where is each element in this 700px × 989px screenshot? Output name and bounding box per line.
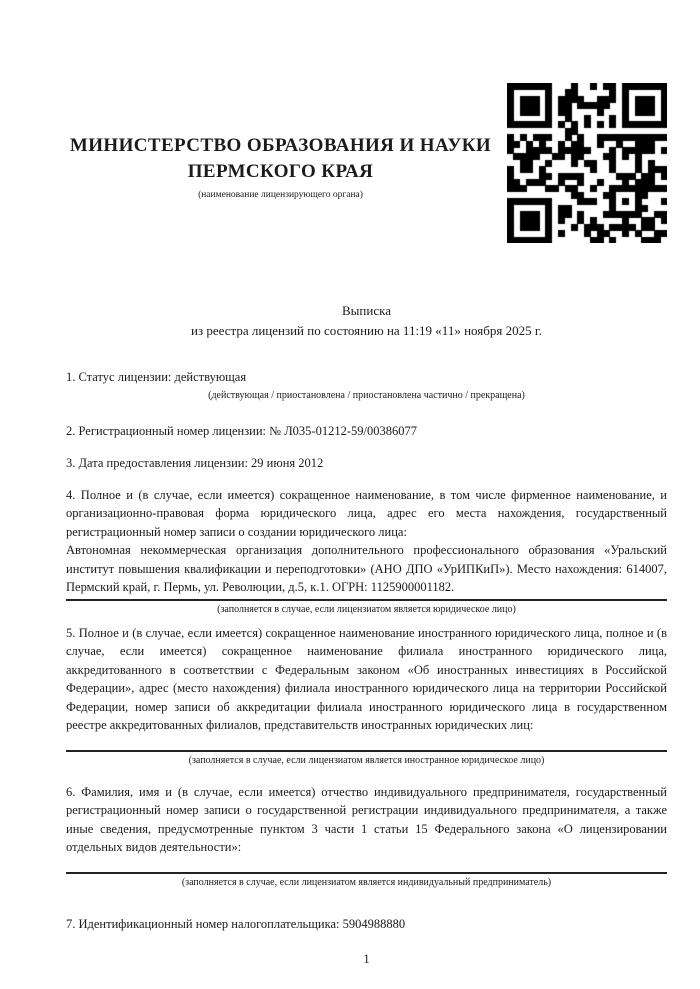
foreign-entity-question: 5. Полное и (в случае, если имеется) сокращенное наименование иностранного юридического лица, полное и (в случае, если имеется) сокращенное наименование филиала иностранного юридического лица, аккредитованного в соответствии с Федеральным законом «Об иностранных инвестициях в Российской Федерации», адрес (место нахождения) филиала иностранного юридического лица на территории Российской Федерации, номер записи об аккредитации филиала иностранного юридического лица в государственном реестре аккредитованных филиалов, представительств иностранных юридических лиц: xyxy=(66,625,667,732)
title-line1: Выписка xyxy=(342,303,391,318)
registration-number-value: 2. Регистрационный номер лицензии: № Л035-01212-59/00386077 xyxy=(66,423,417,438)
license-status-caption: (действующая / приостановлена / приостановлена частично / прекращена) xyxy=(208,389,525,401)
field-registration-number xyxy=(66,422,667,441)
page-number: 1 xyxy=(363,952,370,966)
foreign-entity-answer xyxy=(66,735,667,748)
title-line2: из реестра лицензий по состоянию на 11:19 «11» ноября 2025 г. xyxy=(191,323,542,338)
license-status-value: 1. Статус лицензии: действующая xyxy=(66,370,247,384)
document-header xyxy=(66,0,667,243)
document-title xyxy=(66,301,667,341)
taxpayer-number-value: 7. Идентификационный номер налогоплательщика: 5904988880 xyxy=(66,916,406,931)
qr-code-icon xyxy=(507,83,667,243)
field-legal-entity xyxy=(66,486,667,616)
ministry-name-line2: ПЕРМСКОГО КРАЯ xyxy=(187,161,374,182)
grant-date-value: 3. Дата предоставления лицензии: 29 июня 2012 xyxy=(66,456,324,470)
licensing-authority-caption: (наименование лицензирующего органа) xyxy=(198,190,363,200)
individual-fill-line xyxy=(66,872,667,874)
legal-entity-answer: Автономная некоммерческая организация дополнительного профессионального образования «Уральский институт повышения квалификации и переподготовки» (АНО ДПО «УрИПКиП»). Место нахождения: 614007, Пермский край, г. Пермь, ул. Революции, д.5, к.1. ОГРН: 1125900001182. xyxy=(66,543,667,594)
individual-caption: (заполняется в случае, если лицензиатом является индивидуальный предприниматель) xyxy=(181,876,552,888)
field-foreign-entity xyxy=(66,624,667,767)
field-individual-entrepreneur xyxy=(66,783,667,889)
legal-entity-question: 4. Полное и (в случае, если имеется) сокращенное наименование, в том числе фирменное наименование, и организационно-правовая форма юридического лица, адрес его места нахождения, государственный регистрационный номер записи о создании юридического лица: xyxy=(66,487,667,539)
legal-entity-caption: (заполняется в случае, если лицензиатом является юридическое лицо) xyxy=(217,603,516,615)
individual-question: 6. Фамилия, имя и (в случае, если имеется) отчество индивидуального предпринимателя, государственный регистрационный номер записи о государственной регистрации индивидуального предпринимателя, а также иные сведения, предусмотренные пунктом 3 части 1 статьи 15 Федерального закона «О лицензировании отдельных видов деятельности»: xyxy=(66,784,667,854)
field-taxpayer-number xyxy=(66,915,667,934)
licensing-authority-block xyxy=(66,83,495,243)
legal-entity-fill-line xyxy=(66,599,667,601)
field-grant-date xyxy=(66,454,667,473)
foreign-entity-fill-line xyxy=(66,750,667,752)
foreign-entity-caption: (заполняется в случае, если лицензиатом является иностранное юридическое лицо) xyxy=(188,754,545,766)
individual-answer xyxy=(66,857,667,870)
field-license-status xyxy=(66,368,667,402)
ministry-name-line1: МИНИСТЕРСТВО ОБРАЗОВАНИЯ И НАУКИ xyxy=(69,135,492,156)
